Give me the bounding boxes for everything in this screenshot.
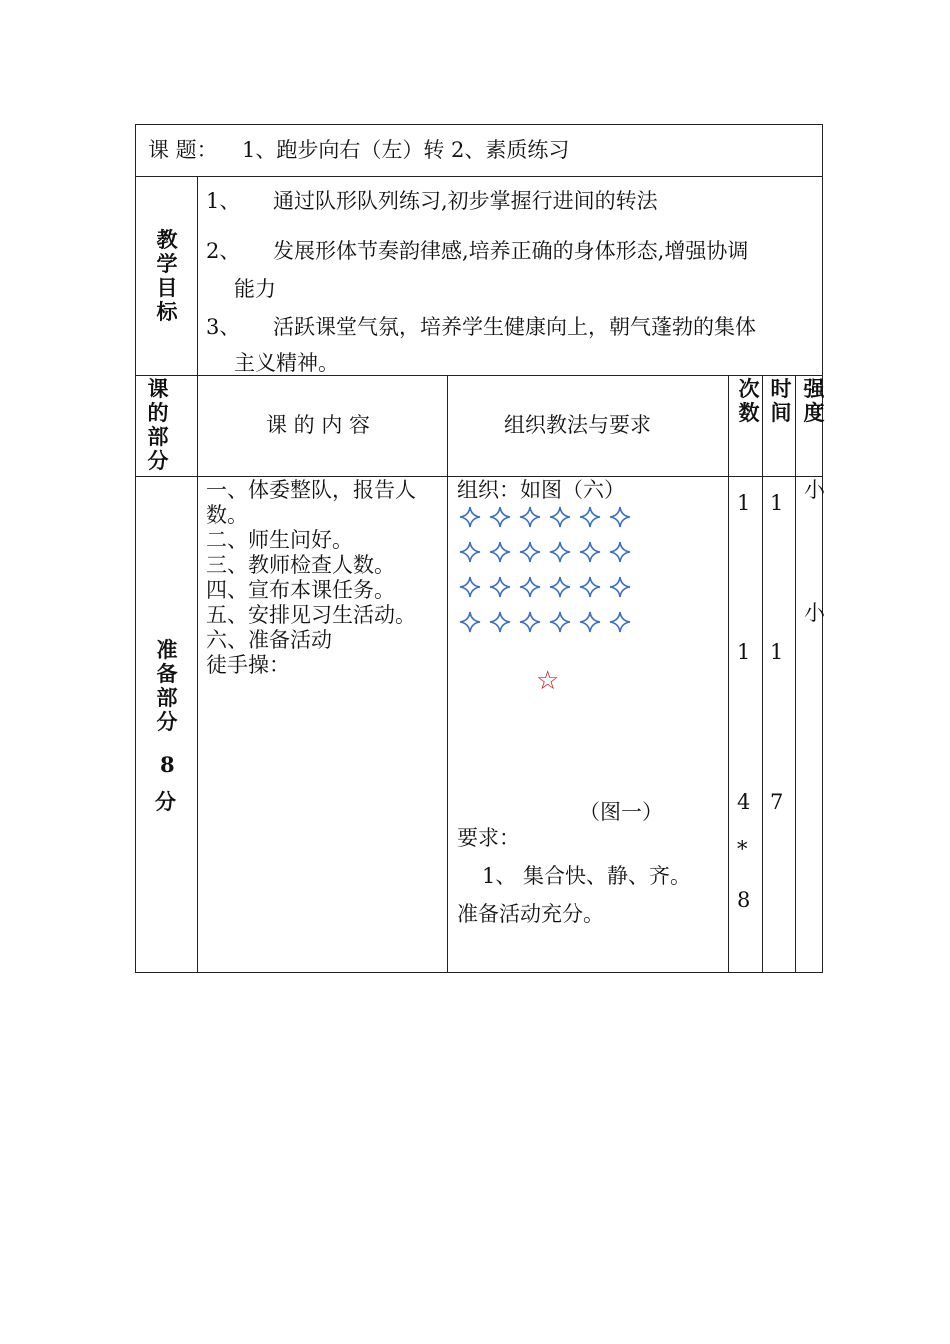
organization-text: 组织：如图（六） <box>457 478 625 502</box>
student-position-icon <box>549 506 571 528</box>
method-column-header: 组织教法与要求 <box>504 413 651 437</box>
student-position-icon <box>609 541 631 563</box>
times-column-divider <box>762 375 763 972</box>
student-position-icon <box>609 576 631 598</box>
content-item-2: 二、师生问好。 <box>206 528 353 552</box>
header-row-divider <box>136 476 822 477</box>
lesson-plan-table <box>135 124 823 973</box>
prep-part-minutes: 8 <box>160 752 175 777</box>
requirement-1: 1、 集合快、静、齐。 <box>482 864 692 888</box>
content-column-divider <box>447 375 448 972</box>
objective-3-text: 活跃课堂气氛，培养学生健康向上，朝气蓬勃的集体 <box>273 315 756 339</box>
content-item-1: 一、体委整队，报告人 <box>206 478 416 502</box>
student-position-icon <box>579 611 601 633</box>
prep-part-label: 准备部分 <box>156 637 178 734</box>
intensity-column-header: 强度 <box>803 376 825 425</box>
student-position-icon <box>489 611 511 633</box>
duration-value-3: 7 <box>770 790 784 814</box>
student-position-icon <box>489 576 511 598</box>
student-position-icon <box>459 576 481 598</box>
title-label: 课 题： <box>148 138 218 162</box>
objective-1-number: 1、 <box>206 189 241 213</box>
student-position-icon <box>489 506 511 528</box>
requirements-label: 要求： <box>457 826 520 850</box>
content-item-7: 徒手操： <box>206 653 290 677</box>
content-column-header: 课 的 内 容 <box>266 413 371 437</box>
figure-caption: （图一） <box>579 800 663 824</box>
student-position-icon <box>519 506 541 528</box>
intensity-value-2: 小 <box>804 601 825 625</box>
student-position-icon <box>459 541 481 563</box>
student-position-icon <box>579 541 601 563</box>
prep-part-unit: 分 <box>155 789 176 814</box>
objective-2-text-continued: 能力 <box>234 277 276 301</box>
student-position-icon <box>549 541 571 563</box>
student-position-icon <box>549 611 571 633</box>
student-position-icon <box>519 541 541 563</box>
times-value-1: 1 <box>737 491 751 515</box>
objective-3-number: 3、 <box>206 315 241 339</box>
duration-value-2: 1 <box>770 640 784 664</box>
lesson-topic: 1、跑步向右（左）转 2、素质练习 <box>242 138 570 162</box>
times-value-5: 8 <box>737 888 751 912</box>
teacher-position-icon: ☆ <box>536 666 560 696</box>
student-position-icon <box>579 576 601 598</box>
title-row-divider <box>136 176 822 177</box>
objective-3-text-continued: 主义精神。 <box>234 351 339 375</box>
intensity-value-1: 小 <box>804 478 825 502</box>
student-position-icon <box>459 506 481 528</box>
times-column-header: 次数 <box>738 376 760 425</box>
student-position-icon <box>609 506 631 528</box>
student-position-icon <box>609 611 631 633</box>
part-column-divider <box>197 176 198 972</box>
duration-column-header: 时间 <box>770 376 792 425</box>
student-position-icon <box>489 541 511 563</box>
requirement-2: 准备活动充分。 <box>457 902 604 926</box>
times-value-3: 4 <box>737 790 751 814</box>
objective-1-text: 通过队形队列练习,初步掌握行进间的转法 <box>273 189 658 213</box>
content-item-4: 四、宣布本课任务。 <box>206 578 395 602</box>
student-position-icon <box>549 576 571 598</box>
part-column-header: 课的部分 <box>147 376 169 473</box>
student-position-icon <box>519 576 541 598</box>
times-value-4: * <box>737 837 748 861</box>
duration-column-divider <box>795 375 796 972</box>
content-item-1-continued: 数。 <box>206 503 248 527</box>
content-item-5: 五、安排见习生活动。 <box>206 603 416 627</box>
student-position-icon <box>579 506 601 528</box>
times-value-2: 1 <box>737 640 751 664</box>
content-item-6: 六、准备活动 <box>206 628 332 652</box>
duration-value-1: 1 <box>770 491 784 515</box>
objective-2-number: 2、 <box>206 239 241 263</box>
method-column-divider <box>728 375 729 972</box>
objectives-header: 教学目标 <box>156 227 178 324</box>
student-position-icon <box>459 611 481 633</box>
content-item-3: 三、教师检查人数。 <box>206 553 395 577</box>
objective-2-text: 发展形体节奏韵律感,培养正确的身体形态,增强协调 <box>273 239 749 263</box>
student-position-icon <box>519 611 541 633</box>
